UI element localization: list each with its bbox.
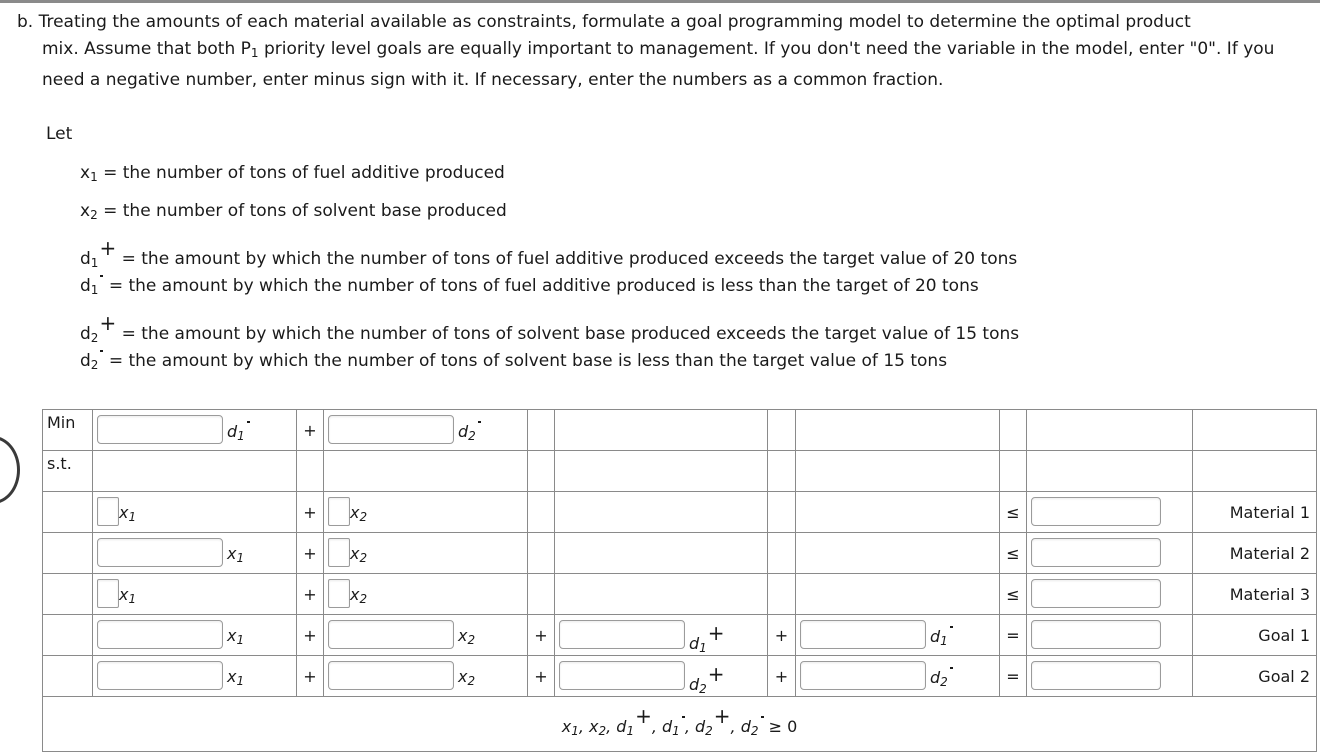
min-cell-2 [324,410,528,451]
m1-cell-x1 [93,492,297,533]
g1-rhs-input[interactable] [1031,620,1161,649]
row-label-material-2: Material 2 [1193,533,1317,574]
let-label: Let [46,124,73,144]
plus-sign: + [297,574,324,615]
g1-cell-x1 [93,615,297,656]
var-x2: $x_2$ [350,585,368,606]
g1-coef-x1-input[interactable] [97,620,223,649]
material-3-row [43,574,1317,615]
g2-cell-x2 [324,656,528,697]
definition-x2: $x_2$ = the number of tons of solvent base produced [80,200,507,222]
m1-rhs-input[interactable] [1031,497,1161,526]
m2-rhs-cell [1027,533,1193,574]
definition-x1: $x_1$ = the number of tons of fuel additive produced [80,163,505,184]
nonnegativity-row [43,697,1317,752]
m1-rhs-cell [1027,492,1193,533]
min-label: Min [43,410,93,451]
var-x1: $x_1$ [119,585,137,606]
g2-coef-d2-plus-input[interactable] [559,661,685,690]
min-row [43,410,1317,451]
g2-coef-x2-input[interactable] [328,661,454,690]
g1-coef-d1-minus-input[interactable] [800,620,926,649]
m3-rhs-cell [1027,574,1193,615]
plus-sign: + [297,656,324,697]
m3-coef-x2-input[interactable] [328,579,350,608]
st-label: s.t. [43,451,93,492]
definition-d2-minus: $d_2$ = the amount by which the number of tons of solvent base is less than the target value of 15 tons [80,350,948,372]
var-x1: $x_1$ [227,667,245,688]
g1-rhs-cell [1027,615,1193,656]
goal-2-row [43,656,1317,697]
question-lead: b. Treating the amounts of each material available as constraints, formulate a goal programming model to determine the optimal product [17,12,1191,32]
side-circle-decoration [0,436,20,504]
plus-sign: + [297,533,324,574]
row-label-goal-2: Goal 2 [1193,656,1317,697]
plus-sign: + [528,615,555,656]
g1-coef-x2-input[interactable] [328,620,454,649]
eq-sign: = [1000,656,1027,697]
var-x2: $x_2$ [458,626,476,647]
row-label-material-3: Material 3 [1193,574,1317,615]
plus-sign: + [768,656,796,697]
row-label-material-1: Material 1 [1193,492,1317,533]
m1-coef-x2-input[interactable] [328,497,350,526]
g2-rhs-input[interactable] [1031,661,1161,690]
min-coef-d2-minus-input[interactable] [328,415,454,444]
definition-d1-minus: $d_1$ = the amount by which the number of tons of fuel additive produced is less than the target of 20 tons [80,275,979,297]
leq-sign: ≤ [1000,533,1027,574]
m3-coef-x1-input[interactable] [97,579,119,608]
g2-cell-d2-minus [796,656,1000,697]
g1-cell-d1-minus [796,615,1000,656]
g2-rhs-cell [1027,656,1193,697]
plus-sign: + [297,615,324,656]
g2-cell-d2-plus [555,656,768,697]
var-x2: $x_2$ [458,667,476,688]
plus-sign: + [297,492,324,533]
g2-coef-d2-minus-input[interactable] [800,661,926,690]
var-x1: $x_1$ [227,626,245,647]
m2-rhs-input[interactable] [1031,538,1161,567]
m1-cell-x2 [324,492,528,533]
row-label-goal-1: Goal 1 [1193,615,1317,656]
leq-sign: ≤ [1000,574,1027,615]
goal-programming-table [42,409,1317,752]
var-x1: $x_1$ [119,503,137,524]
var-d1-plus: $d_1+$ [689,621,725,655]
eq-sign: = [1000,615,1027,656]
m2-coef-x1-input[interactable] [97,538,223,567]
g2-cell-x1 [93,656,297,697]
g1-coef-d1-plus-input[interactable] [559,620,685,649]
question-text [17,9,1287,94]
var-x2: $x_2$ [350,503,368,524]
definition-d2-plus: $d_2+$ = the amount by which the number of tons of solvent base produced exceeds the target value of 15 tons [80,311,1020,346]
m2-cell-x1 [93,533,297,574]
var-d2-minus: $d_2$ [930,667,953,689]
material-1-row [43,492,1317,533]
m2-coef-x2-input[interactable] [328,538,350,567]
goal-1-row [43,615,1317,656]
material-2-row [43,533,1317,574]
m3-cell-x2 [324,574,528,615]
top-border [0,0,1320,3]
question-rest: mix. Assume that both $P_1$ priority level goals are equally important to management. If you don't need the variable in the model, enter "0". If you need a negative number, enter minus sign with it. If necessary, enter the numbers as a common fraction. [42,39,1275,90]
g1-cell-x2 [324,615,528,656]
var-d1-minus: $d_1$ [930,626,953,648]
plus-sign: + [768,615,796,656]
min-coef-d1-minus-input[interactable] [97,415,223,444]
definition-d1-plus: $d_1+$ = the amount by which the number of tons of fuel additive produced exceeds the target value of 20 tons [80,236,1018,271]
g2-coef-x1-input[interactable] [97,661,223,690]
variable-definitions [80,158,1019,384]
var-d2-plus: $d_2+$ [689,662,725,696]
m2-cell-x2 [324,533,528,574]
var-d2-minus: $d_2$ [458,421,481,443]
var-x2: $x_2$ [350,544,368,565]
var-x1: $x_1$ [227,544,245,565]
nonnegativity-constraint: $x_1$, $x_2$, $d_1+$, $d_1$ , $d_2+$, $d_2 \ge 0$ [43,697,1317,752]
m3-rhs-input[interactable] [1031,579,1161,608]
min-cell-1 [93,410,297,451]
plus-sign: + [528,656,555,697]
m1-coef-x1-input[interactable] [97,497,119,526]
plus-sign: + [297,410,324,451]
var-d1-minus: $d_1$ [227,421,250,443]
g1-cell-d1-plus [555,615,768,656]
m3-cell-x1 [93,574,297,615]
st-row [43,451,1317,492]
leq-sign: ≤ [1000,492,1027,533]
